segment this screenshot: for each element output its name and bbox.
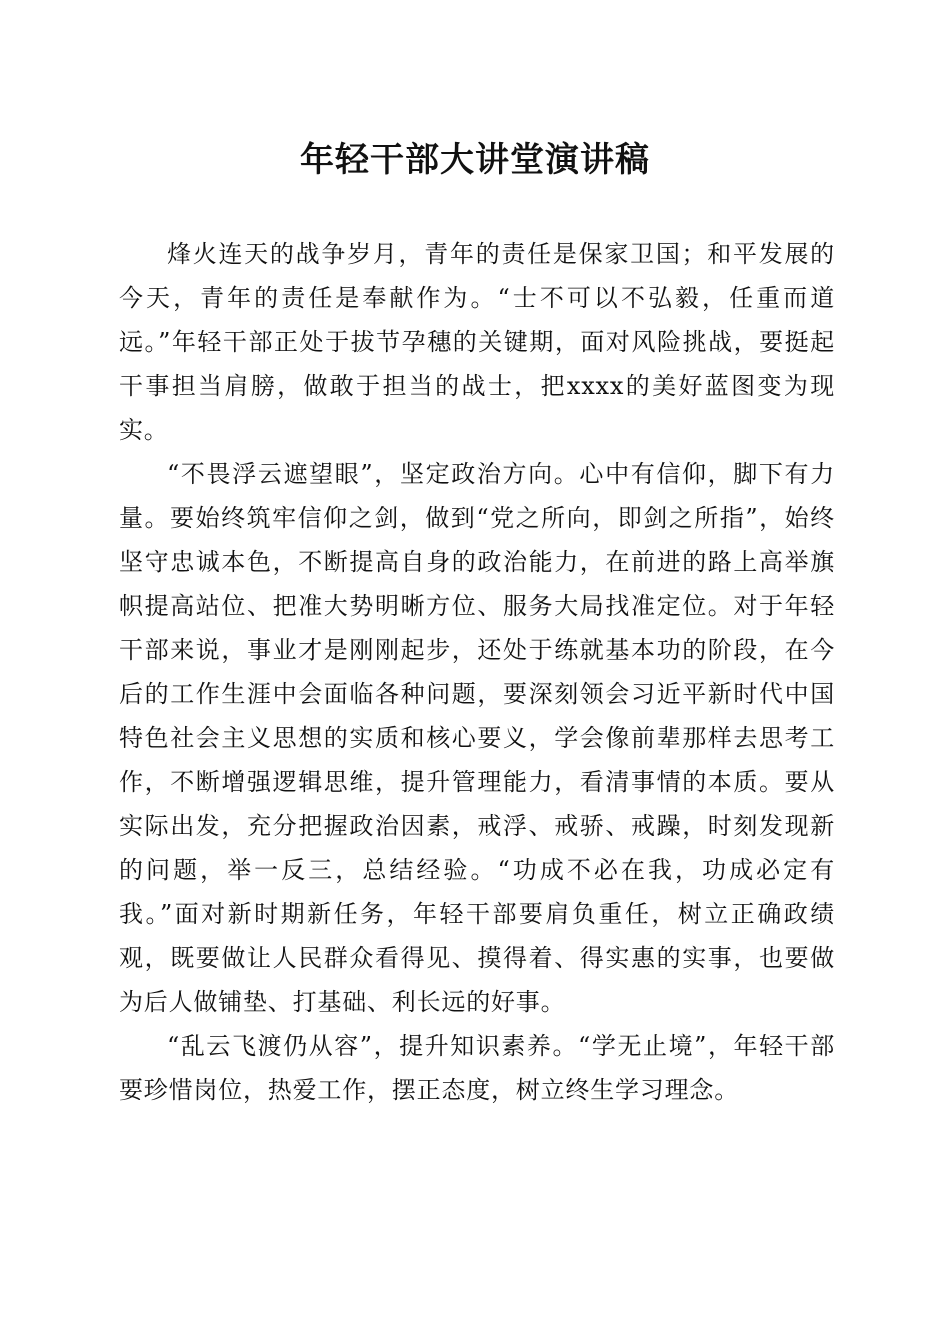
document-body [119,232,835,1112]
document-title: 年轻干部大讲堂演讲稿 [300,140,650,180]
paragraph: “不畏浮云遮望眼”，坚定政治方向。心中有信仰，脚下有力量。要始终筑牢信仰之剑，做到“党之所向，即剑之所指”，始终坚守忠诚本色，不断提高自身的政治能力，在前进的路上高举旗帜提高站位、把准大势明晰方位、服务大局找准定位。对于年轻干部来说，事业才是刚刚起步，还处于练就基本功的阶段，在今后的工作生涯中会面临各种问题，要深刻领会习近平新时代中国特色社会主义思想的实质和核心要义，学会像前辈那样去思考工作，不断增强逻辑思维，提升管理能力，看清事情的本质。要从实际出发，充分把握政治因素，戒浮、戒骄、戒躁，时刻发现新的问题，举一反三，总结经验。“功成不必在我，功成必定有我。”面对新时期新任务，年轻干部要肩负重任，树立正确政绩观，既要做让人民群众看得见、摸得着、得实惠的实事，也要做为后人做铺垫、打基础、利长远的好事。 [119,460,835,1016]
paragraph: 烽火连天的战争岁月，青年的责任是保家卫国；和平发展的今天，青年的责任是奉献作为。“士不可以不弘毅，任重而道远。”年轻干部正处于拔节孕穗的关键期，面对风险挑战，要挺起干事担当肩膀，做敢于担当的战士，把xxxx的美好蓝图变为现实。 [119,240,835,444]
paragraph: “乱云飞渡仍从容”，提升知识素养。“学无止境”，年轻干部要珍惜岗位，热爱工作，摆正态度，树立终生学习理念。 [119,1032,835,1104]
